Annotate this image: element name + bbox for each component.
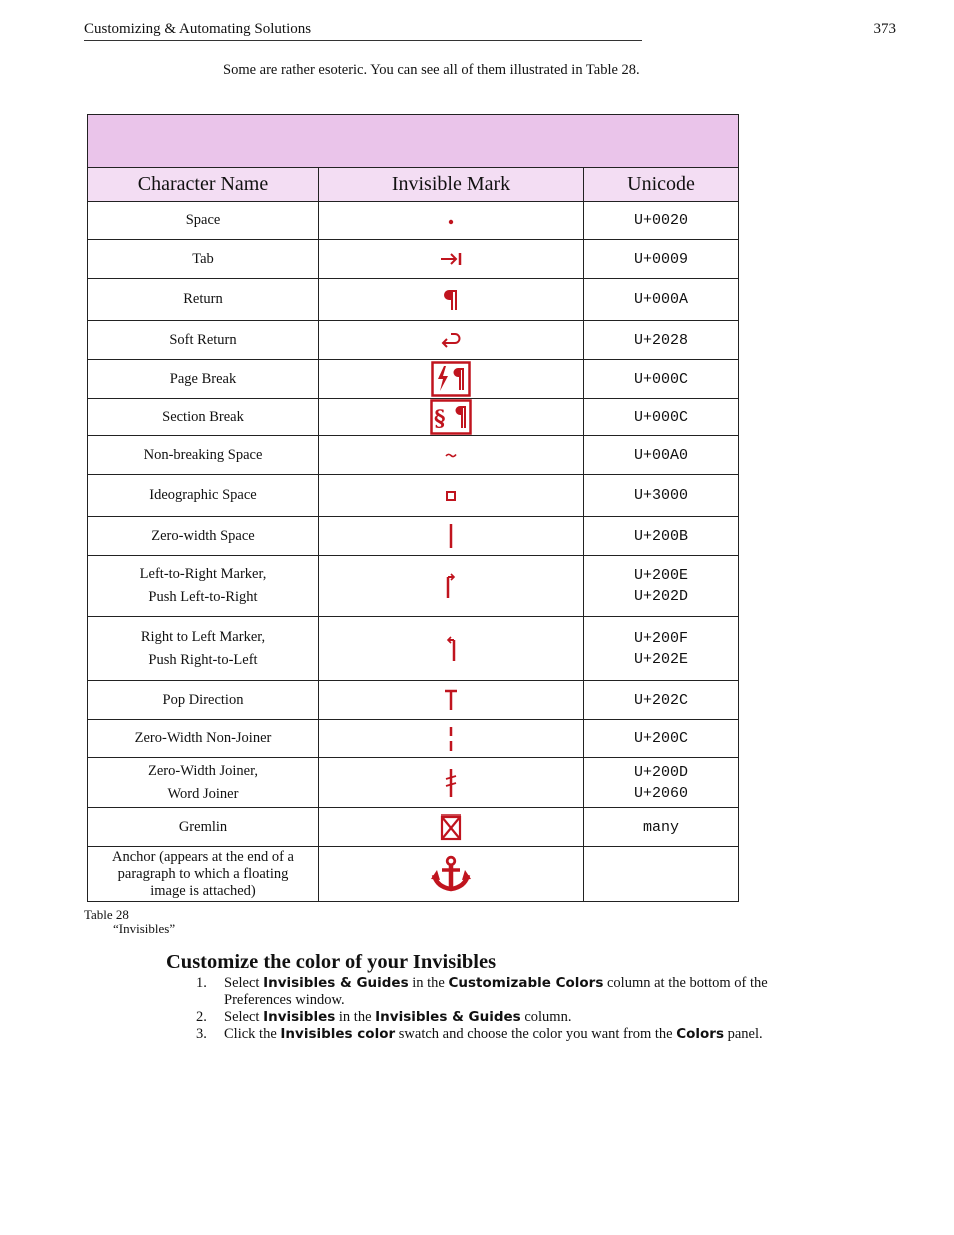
invisible-mark-cell: [319, 847, 584, 902]
pilcrow-icon: [442, 288, 460, 312]
page-break-icon: [431, 361, 471, 397]
character-name-cell: [88, 758, 319, 808]
tab-arrow-icon: [439, 250, 463, 268]
invisible-mark-cell: [319, 808, 584, 847]
invisible-mark-cell: [319, 436, 584, 475]
table-row: [88, 321, 739, 360]
table-row: [88, 720, 739, 758]
page-number: 373: [873, 21, 896, 37]
invisible-mark-cell: [319, 360, 584, 399]
ui-term: Invisibles color: [280, 1026, 396, 1042]
invisible-mark-cell: [319, 240, 584, 279]
character-name-line: Return: [183, 291, 223, 307]
character-name-line: Right to Left Marker,: [140, 628, 266, 645]
unicode-cell: [584, 517, 739, 556]
unicode-value: U+202D: [634, 588, 689, 605]
column-header-character-name: Character Name: [88, 168, 319, 202]
character-name-line: Space: [185, 212, 221, 228]
broken-bar-icon: [446, 725, 456, 753]
unicode-value: U+000A: [634, 291, 689, 308]
steps-list: [196, 975, 836, 1043]
dot-mark-icon: [443, 213, 459, 229]
character-name-line: Anchor (appears at the end of a: [112, 848, 294, 865]
unicode-cell: [584, 240, 739, 279]
rtl-marker-icon: [444, 635, 458, 663]
ui-term: Invisibles: [263, 1009, 336, 1025]
character-name-cell: [88, 556, 319, 617]
ui-term: Invisibles & Guides: [263, 975, 409, 991]
invisible-mark-cell: [319, 202, 584, 240]
step-text: Click the: [224, 1026, 281, 1042]
step-number: 3.: [196, 1026, 207, 1042]
unicode-value: many: [643, 818, 680, 836]
character-name-cell: [88, 720, 319, 758]
character-name-cell: [88, 202, 319, 240]
unicode-cell: [584, 436, 739, 475]
character-name-cell: [88, 808, 319, 847]
unicode-cell: [584, 399, 739, 436]
character-name-cell: [88, 279, 319, 321]
small-square-icon: [443, 488, 459, 504]
table-row: [88, 399, 739, 436]
unicode-cell: [584, 360, 739, 399]
unicode-value: U+00A0: [634, 446, 689, 464]
invisibles-table: [87, 114, 739, 902]
unicode-value: U+0020: [634, 212, 689, 229]
character-name-cell: [88, 240, 319, 279]
caption-label: Table 28: [84, 907, 129, 922]
step-item: [196, 975, 836, 1009]
unicode-value: U+200C: [634, 730, 689, 747]
unicode-value: U+3000: [634, 487, 689, 504]
column-header-unicode: Unicode: [584, 168, 739, 202]
table-row: [88, 758, 739, 808]
table-row: [88, 517, 739, 556]
unicode-value: U+200B: [634, 527, 689, 545]
invisible-mark-cell: [319, 475, 584, 517]
step-item: [196, 1009, 836, 1026]
unicode-value: U+202C: [634, 691, 689, 709]
unicode-cell: [584, 321, 739, 360]
unicode-value: U+200D: [634, 763, 689, 781]
character-name-cell: [88, 436, 319, 475]
step-number: 1.: [196, 975, 207, 991]
unicode-cell: [584, 202, 739, 240]
character-name-line: Left-to-Right Marker,: [139, 566, 267, 582]
step-number: 2.: [196, 1009, 207, 1025]
vertical-bar-icon: [446, 522, 456, 550]
step-text: Select: [224, 975, 264, 991]
character-name-cell: [88, 321, 319, 360]
character-name-line: Soft Return: [169, 331, 237, 348]
invisible-mark-cell: [319, 681, 584, 720]
invisible-mark-cell: [319, 720, 584, 758]
anchor-icon: [431, 855, 471, 893]
step-body: [224, 1026, 763, 1043]
ltr-marker-icon: [444, 572, 458, 600]
step-body: [224, 975, 836, 1009]
table-row: [88, 436, 739, 475]
step-text: Select: [224, 1009, 264, 1025]
invisible-mark-cell: [319, 279, 584, 321]
table-row: [88, 808, 739, 847]
pop-direction-icon: [443, 688, 459, 712]
step-body: [224, 1009, 571, 1026]
double-dagger-icon: [444, 767, 458, 799]
invisible-mark-cell: [319, 758, 584, 808]
character-name-line: Pop Direction: [162, 691, 244, 708]
step-text: swatch and choose the color you want from the: [395, 1026, 677, 1042]
character-name-line: Page Break: [169, 370, 237, 387]
svg-text:§: §: [434, 406, 446, 432]
character-name-line: Section Break: [162, 408, 244, 425]
invisible-mark-cell: [319, 321, 584, 360]
unicode-value: U+202E: [634, 650, 689, 668]
caption-title: “Invisibles”: [113, 921, 176, 936]
character-name-line: Zero-width Space: [151, 527, 255, 544]
unicode-cell: [584, 847, 739, 902]
unicode-value: U+200F: [634, 629, 689, 647]
table-title-band: [88, 115, 739, 168]
unicode-cell: [584, 475, 739, 517]
return-arrow-icon: [439, 330, 463, 350]
character-name-line: Ideographic Space: [149, 487, 257, 503]
character-name-line: Push Left-to-Right: [148, 589, 258, 605]
invisible-mark-cell: [319, 399, 584, 436]
step-text: column.: [520, 1009, 572, 1025]
table-row: [88, 681, 739, 720]
unicode-value: U+200E: [634, 567, 689, 584]
character-name-line: Tab: [192, 250, 214, 267]
character-name-line: Gremlin: [178, 818, 228, 835]
unicode-cell: [584, 556, 739, 617]
character-name-line: Zero-Width Non-Joiner: [134, 730, 272, 746]
ui-term: Invisibles & Guides: [375, 1009, 521, 1025]
character-name-line: Zero-Width Joiner,: [148, 762, 258, 779]
table-row: [88, 617, 739, 681]
character-name-line: image is attached): [150, 882, 256, 899]
table-row: [88, 240, 739, 279]
step-text: in the: [408, 975, 449, 991]
table-row: [88, 847, 739, 902]
character-name-line: Word Joiner: [167, 785, 239, 802]
character-name-cell: [88, 681, 319, 720]
step-text: column at the bottom of the Preferences window.: [224, 975, 768, 1008]
unicode-value: U+2028: [634, 331, 689, 349]
table-row: [88, 360, 739, 399]
character-name-cell: [88, 517, 319, 556]
invisible-mark-cell: [319, 556, 584, 617]
character-name-line: Non-breaking Space: [143, 446, 263, 463]
unicode-value: U+000C: [634, 408, 689, 426]
step-text: in the: [335, 1009, 376, 1025]
section-heading: Customize the color of your Invisibles: [166, 951, 497, 973]
column-header-invisible-mark: Invisible Mark: [319, 168, 584, 202]
unicode-cell: [584, 758, 739, 808]
invisible-mark-cell: [319, 517, 584, 556]
unicode-cell: [584, 681, 739, 720]
table-row: [88, 475, 739, 517]
running-header: Customizing & Automating Solutions: [84, 21, 312, 37]
character-name-cell: [88, 475, 319, 517]
intro-paragraph: Some are rather esoteric. You can see all of them illustrated in Table 28.: [223, 62, 640, 78]
character-name-cell: [88, 847, 319, 902]
step-text: panel.: [723, 1026, 763, 1042]
unicode-value: U+000C: [634, 370, 689, 388]
unicode-value: U+0009: [634, 250, 689, 268]
character-name-line: paragraph to which a floating: [117, 865, 289, 882]
character-name-cell: [88, 617, 319, 681]
character-name-line: Push Right-to-Left: [148, 651, 258, 668]
table-caption: [84, 908, 175, 936]
unicode-cell: [584, 808, 739, 847]
table-row: [88, 202, 739, 240]
step-item: [196, 1026, 836, 1043]
section-break-icon: [430, 399, 472, 435]
character-name-cell: [88, 399, 319, 436]
unicode-value: U+2060: [634, 784, 689, 802]
header-rule: [84, 40, 642, 41]
tilde-icon: [443, 448, 459, 462]
unicode-cell: [584, 279, 739, 321]
ui-term: Customizable Colors: [448, 975, 604, 991]
gremlin-box-icon: [439, 813, 463, 841]
table-row: [88, 279, 739, 321]
unicode-cell: [584, 617, 739, 681]
character-name-cell: [88, 360, 319, 399]
unicode-cell: [584, 720, 739, 758]
table-row: [88, 556, 739, 617]
invisible-mark-cell: [319, 617, 584, 681]
ui-term: Colors: [676, 1026, 724, 1042]
